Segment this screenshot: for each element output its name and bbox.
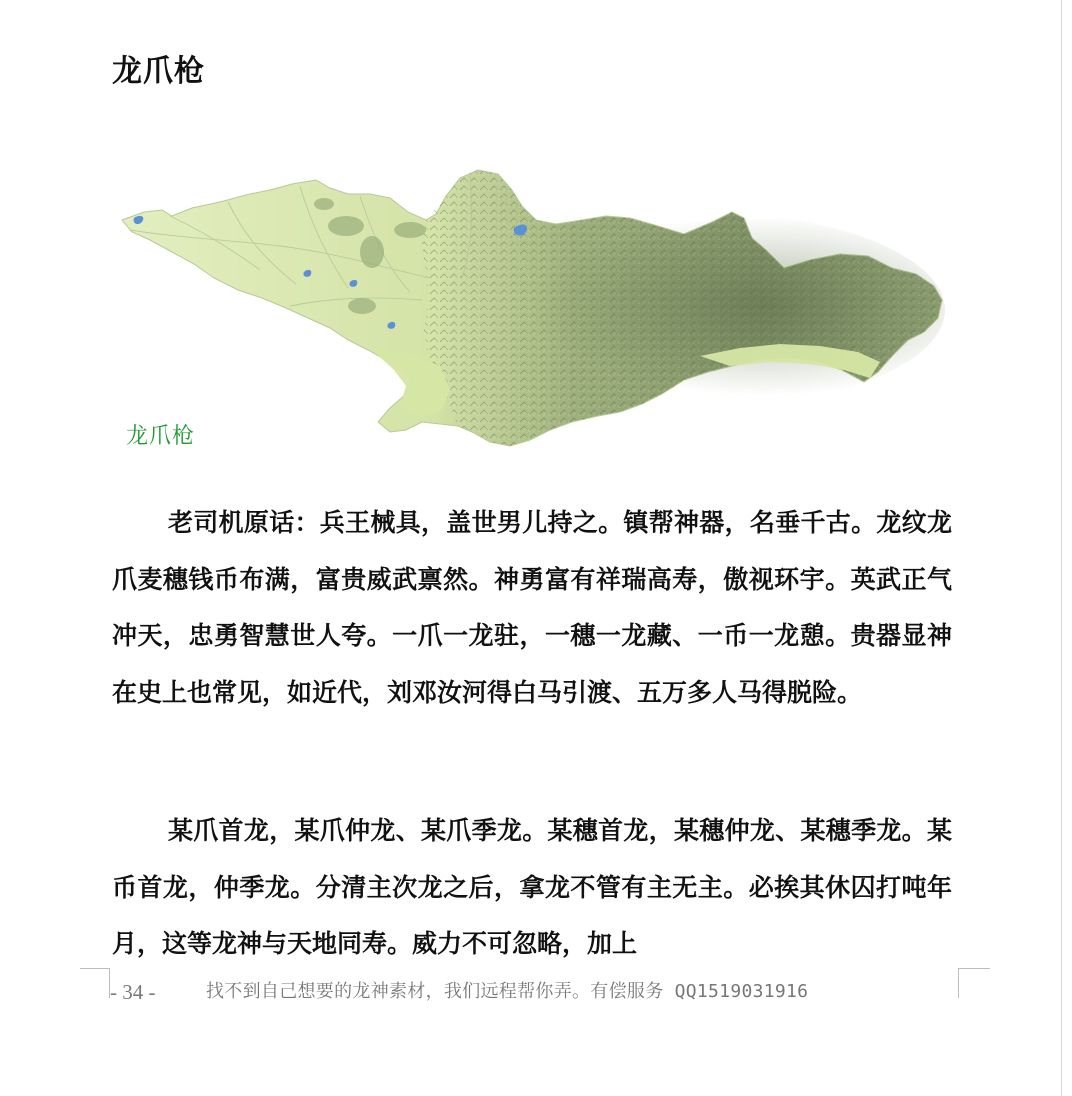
footer-corner-mark-right	[958, 968, 990, 998]
page-title: 龙爪枪	[112, 54, 205, 89]
figure-caption: 龙爪枪	[126, 424, 196, 449]
page-edge	[1061, 0, 1062, 1096]
body-paragraph-2: 某爪首龙，某爪仲龙、某爪季龙。某穗首龙，某穗仲龙、某穗季龙。某币首龙，仲季龙。分清主次龙之后，拿龙不管有主无主。必挨其休囚打吨年月，这等龙神与天地同寿。威力不可忽略，加上	[112, 816, 952, 958]
terrain-map-svg	[110, 160, 950, 460]
footer-note: 找不到自己想要的龙神素材，我们远程帮你弄。有偿服务 QQ1519031916	[206, 981, 809, 1002]
terrain-map-image	[110, 160, 950, 460]
mountain-shading	[425, 210, 945, 410]
body-paragraph-1: 老司机原话：兵王械具，盖世男儿持之。镇帮神器，名垂千古。龙纹龙爪麦穗钱币布满，富贵威武禀然。神勇富有祥瑞高寿，傲视环宇。英武正气冲天，忠勇智慧世人夸。一爪一龙驻，一穗一龙藏、一币一龙憩。贵器显神在史上也常见，如近代，刘邓汝河得白马引渡、五万多人马得脱险。	[112, 508, 952, 707]
page-number: - 34 -	[110, 980, 156, 1004]
footer-corner-mark-left	[80, 968, 110, 998]
